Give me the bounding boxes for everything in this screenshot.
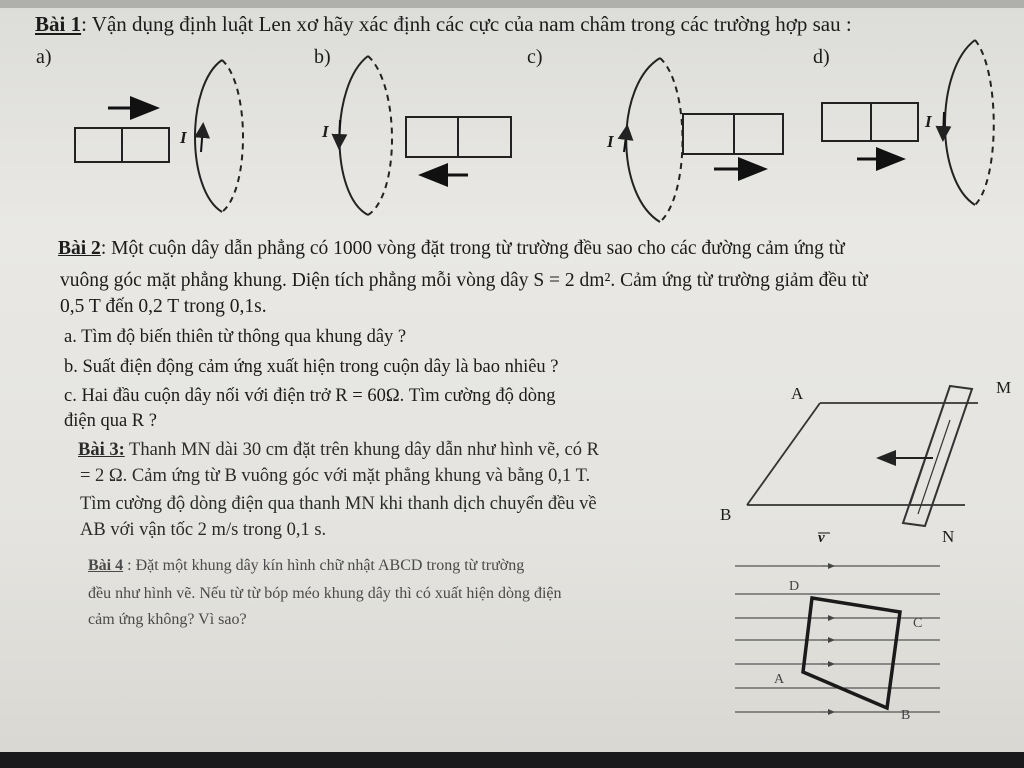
current-label-d: I [925, 112, 932, 131]
part-b-label: b) [314, 46, 331, 68]
fig4-label-D: D [789, 579, 800, 594]
fig4-label-B: B [901, 708, 911, 723]
current-label-a: I [180, 128, 187, 147]
frame-ABCD [803, 598, 900, 708]
bai1-label: Bài 1 [35, 12, 82, 36]
bai3-label: Bài 3: [78, 440, 125, 460]
bai2-line2: vuông góc mặt phẳng khung. Diện tích phẳng mỗi vòng dây S = 2 dm². Cảm ứng từ trường giảm đều từ [60, 270, 868, 291]
part-a-label: a) [36, 46, 52, 68]
bai2-label: Bài 2 [58, 238, 101, 259]
bai4-line1-text: : Đặt một khung dây kín hình chữ nhật ABCD trong từ trường [123, 557, 525, 574]
fig3-label-M: M [996, 378, 1012, 397]
bai3-line4: AB với vận tốc 2 m/s trong 0,1 s. [80, 520, 327, 540]
fig3-label-v: v [818, 530, 825, 546]
bai3-line3: Tìm cường độ dòng điện qua thanh MN khi thanh dịch chuyển đều về [80, 494, 597, 514]
part-d-label: d) [813, 46, 830, 68]
part-c-label: c) [527, 46, 543, 68]
fig3-label-A: A [791, 384, 804, 403]
bai2-question-b: b. Suất điện động cảm ứng xuất hiện trong cuộn dây là bao nhiêu ? [64, 357, 559, 377]
bai3-line1-text: Thanh MN dài 30 cm đặt trên khung dây dẫn như hình vẽ, có R [124, 440, 599, 460]
field-lines [735, 566, 940, 712]
fig3-label-B: B [720, 505, 732, 524]
fig4-label-C: C [913, 616, 923, 631]
bai2-line3: 0,5 T đến 0,2 T trong 0,1s. [60, 296, 267, 317]
fig3-label-N: N [942, 527, 955, 546]
current-label-c: I [607, 132, 614, 151]
bai4-line2: đều như hình vẽ. Nếu từ từ bóp méo khung dây thì có xuất hiện dòng điện [88, 585, 562, 602]
fig4-label-A: A [774, 672, 785, 687]
bottom-edge [0, 752, 1024, 768]
bai2-question-c1: c. Hai đầu cuộn dây nối với điện trở R = 60Ω. Tìm cường độ dòng [64, 386, 556, 406]
bai3-line2: = 2 Ω. Cảm ứng từ B vuông góc với mặt phẳng khung và bằng 0,1 T. [80, 466, 591, 486]
bai4-label: Bài 4 [88, 557, 124, 574]
bai1-title-text: : Vận dụng định luật Len xơ hãy xác định các cực của nam châm trong các trường hợp sau : [81, 12, 852, 36]
current-label-b: I [322, 122, 329, 141]
bai2-question-c2: điện qua R ? [64, 411, 157, 431]
bai2-line1-text: : Một cuộn dây dẫn phẳng có 1000 vòng đặt trong từ trường đều sao cho các đường cảm ứng từ [100, 238, 845, 259]
bai2-question-a: a. Tìm độ biến thiên từ thông qua khung dây ? [64, 327, 407, 347]
bai4-line3: cảm ứng không? Vì sao? [88, 611, 247, 628]
